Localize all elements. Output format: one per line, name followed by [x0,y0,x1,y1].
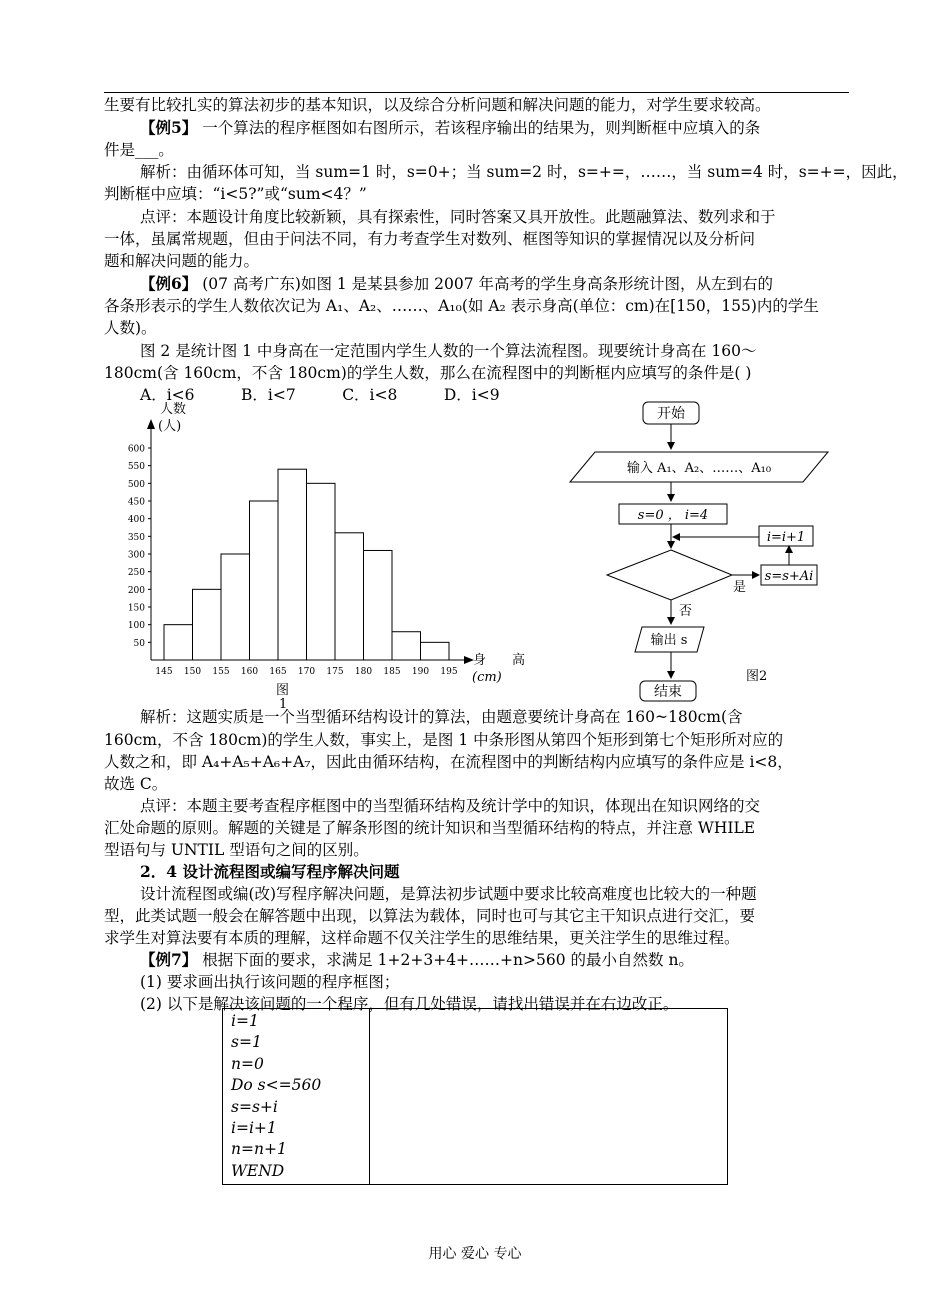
output-label: 输出 s [650,633,688,648]
example6-label: 【例6】 [140,274,198,293]
example5-comment-cont: 题和解决问题的能力。 [104,252,260,270]
example6-solution-cont: 人数之和，即 A₄+A₅+A₆+A₇，因此由循环结构，在流程图中的判断结构内应填写的条件应是 i<8， [104,753,793,771]
code-line: n=n+1 [231,1140,287,1159]
y-tick-label: 250 [127,568,145,579]
section-title: 2．4 设计流程图或编写程序解决问题 [140,862,400,881]
y-tick-label: 450 [127,497,145,508]
y-tick-label: 600 [127,444,145,455]
histogram-bar [278,469,307,660]
histogram-bar [307,483,336,660]
program-code-cell [223,1009,370,1185]
histogram-bar [193,589,222,660]
code-line: i=1 [231,1012,259,1030]
section-paragraph: 设计流程图或编(改)写程序解决问题，是算法初步试题中要求比较高难度也比较大的一种题 [140,885,757,903]
code-line: s=1 [231,1033,262,1052]
code-line: n=0 [231,1054,264,1073]
example7-item-1: (1) 要求画出执行该问题的程序框图； [140,973,400,991]
y-tick-label: 350 [127,532,145,543]
x-tick-label: 180 [354,667,373,677]
yes-label: 是 [733,580,747,595]
figure-1-caption: 图 [276,683,290,698]
top-rule [104,92,849,93]
init-label: s=0 ， i=4 [637,508,709,523]
input-label: 输入 A₁、A₂、……、A₁₀ [626,461,772,476]
x-tick-label: 150 [183,667,202,677]
y-tick-label: 550 [127,462,145,473]
figure-1-caption-number: 1 [279,697,288,708]
x-tick-label: 175 [326,667,344,677]
example6-solution-cont: 160cm，不含 180cm)的学生人数，事实上，是图 1 中条形图从第四个矩形到第七个矩形所对应的 [104,731,784,749]
example7-item-2: (2) 以下是解决该问题的一个程序，但有几处错误，请找出错误并在右边改正。 [140,995,679,1013]
example5-solution: 解析：由循环体可知，当 sum=1 时，s=0+；当 sum=2 时，s=+=，……，当 sum=4 时，s=+=，因此， [140,163,908,181]
flowchart-figure-2 [560,398,850,708]
code-line: i=i+1 [231,1119,277,1138]
x-tick-label: 185 [383,667,401,677]
x-tick-label: 165 [269,667,287,677]
section-paragraph-cont: 求学生对算法要有本质的理解，这样命题不仅关注学生的思维结果，更关注学生的思维过程。 [104,929,740,947]
increment-label: i=i+1 [766,530,806,545]
para-line: 生要有比较扎实的算法初步的基本知识，以及综合分析问题和解决问题的能力，对学生要求较高。 [104,96,771,114]
example7-label: 【例7】 [140,950,198,969]
example6-question-cont: 图 2 是统计图 1 中身高在一定范围内学生人数的一个算法流程图。现要统计身高在 160～ [140,342,757,360]
figure-2-caption: 图2 [746,669,768,684]
x-axis-label: 身 高 [473,653,526,668]
y-axis-unit: (人) [158,419,182,434]
program-table [222,1008,728,1185]
example5-solution-cont: 判断框中应填：“i<5?”或“sum<4？” [104,185,367,203]
histogram-figure-1 [100,398,540,708]
x-tick-label: 195 [440,667,458,677]
page-footer: 用心 爱心 专心 [428,1246,522,1262]
start-label: 开始 [657,406,685,422]
histogram-bar [421,642,450,660]
histogram-bar [392,632,421,660]
no-label: 否 [679,604,693,619]
example6-question-cont: 各条形表示的学生人数依次记为 A₁、A₂、……、A₁₀(如 A₂ 表示身高(单位：cm)在[150，155)内的学生 [104,297,819,315]
example5-label: 【例5】 [140,118,198,137]
histogram-bar [221,554,250,660]
histogram-bar [250,501,279,660]
y-tick-label: 300 [127,550,145,561]
decision-diamond [607,550,732,600]
code-line: Do s<=560 [231,1076,322,1095]
x-tick-label: 155 [212,667,230,677]
x-tick-label: 190 [411,667,430,677]
correction-cell [370,1009,728,1185]
code-line: WEND [231,1161,285,1180]
y-tick-label: 150 [127,603,145,614]
example6-question-cont: 人数)。 [104,319,157,337]
y-tick-label: 50 [133,638,145,649]
histogram-bar [364,550,393,660]
y-tick-label: 400 [127,515,145,526]
example7-question: 【例7】 根据下面的要求，求满足 1+2+3+4+……+n>560 的最小自然数 n。 [140,950,694,969]
example5-question: 【例5】 一个算法的程序框图如右图所示，若该程序输出的结果为，则判断框中应填入的条 [140,118,761,137]
x-axis-unit: (cm) [472,670,502,685]
y-tick-label: 200 [127,585,145,596]
example6-comment-cont: 汇处命题的原则。解题的关键是了解条形图的统计知识和当型循环结构的特点，并注意 WHILE [104,819,756,837]
example6-options: A．i<6 B．i<7 C．i<8 D．i<9 [140,386,500,404]
accumulate-label: s=s+Ai [764,569,814,584]
example6-question-cont: 180cm(含 160cm，不含 180cm)的学生人数，那么在流程图中的判断框内应填写的条件是( ) [104,364,752,382]
end-label: 结束 [654,684,682,700]
example5-comment-cont: 一体，虽属常规题，但由于问法不同，有力考查学生对数列、框图等知识的掌握情况以及分析问 [104,230,756,248]
y-tick-label: 100 [127,621,145,632]
example6-comment-cont: 型语句与 UNTIL 型语句之间的区别。 [104,841,369,859]
y-axis-label: 人数 [160,402,187,417]
x-tick-label: 170 [297,667,316,677]
example5-comment: 点评：本题设计角度比较新颖，具有探索性，同时答案又具开放性。此题融算法、数列求和于 [140,208,776,226]
section-paragraph-cont: 型，此类试题一般会在解答题中出现，以算法为载体，同时也可与其它主干知识点进行交汇，要 [104,907,756,925]
example6-question: 【例6】 (07 高考广东)如图 1 是某县参加 2007 年高考的学生身高条形统计图，从左到右的 [140,274,773,293]
x-tick-label: 160 [240,667,259,677]
code-line: s=s+i [231,1097,278,1116]
example6-solution-cont: 故选 C。 [104,775,168,793]
y-axis-arrow [147,419,155,429]
example5-question-cont: 件是___。 [104,141,174,159]
histogram-bar [164,625,193,660]
x-tick-label: 145 [155,667,173,677]
histogram-bar [335,533,364,660]
example6-solution: 解析：这题实质是一个当型循环结构设计的算法，由题意要统计身高在 160~180cm(含 [140,708,743,726]
example6-comment: 点评：本题主要考查程序框图中的当型循环结构及统计学中的知识，体现出在知识网络的交 [140,797,761,815]
y-tick-label: 500 [127,479,145,490]
